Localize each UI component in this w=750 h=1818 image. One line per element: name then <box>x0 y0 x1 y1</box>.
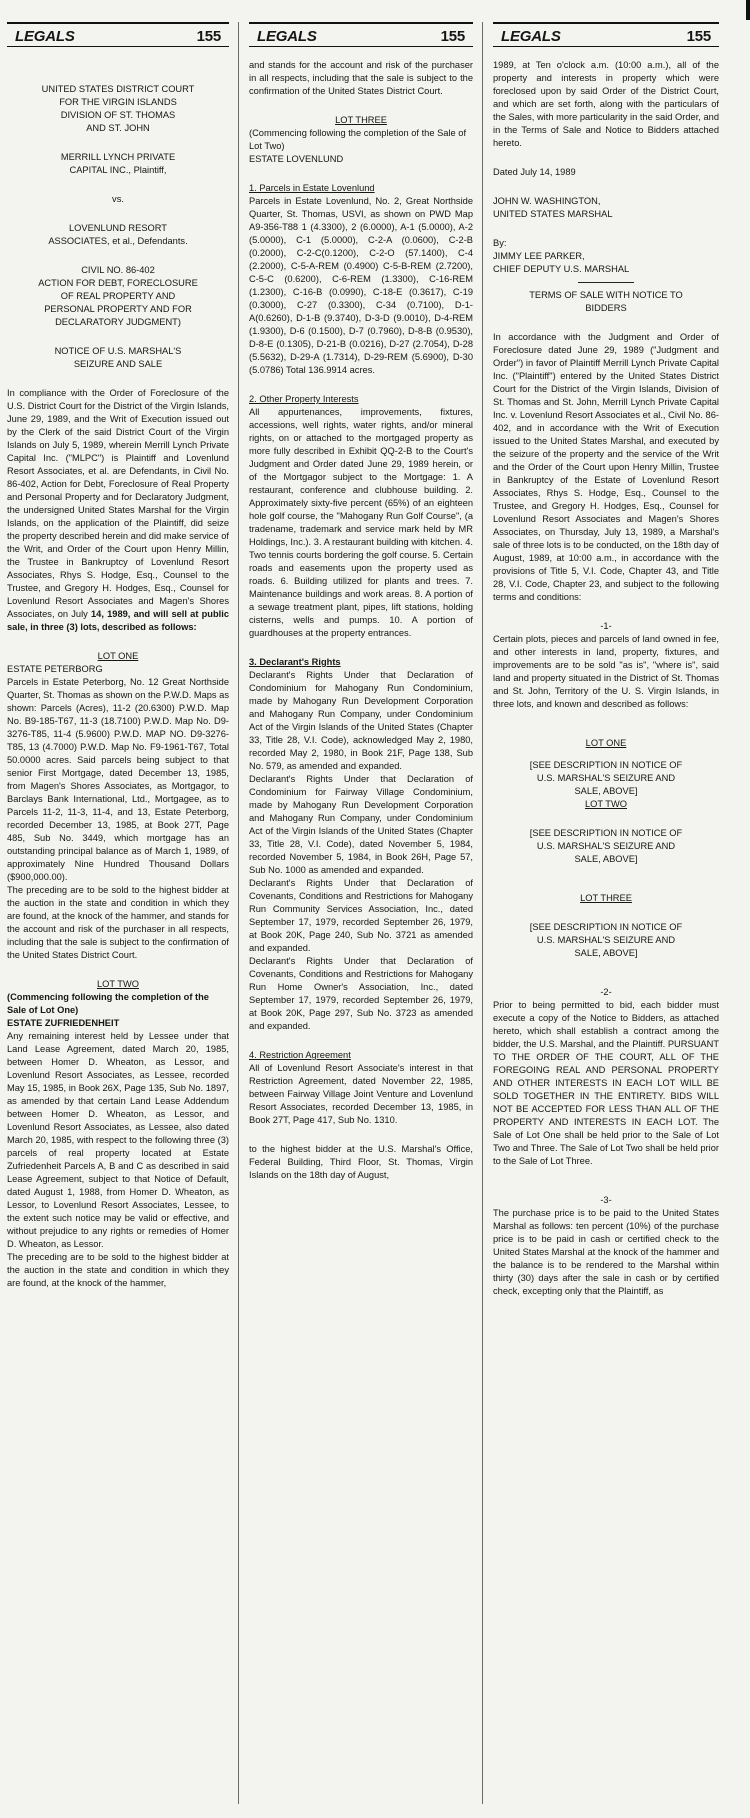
plaintiff: MERRILL LYNCH PRIVATE CAPITAL INC., Plaintiff, <box>60 152 176 175</box>
column-header <box>7 22 229 47</box>
declarant-rights-3: Declarant's Rights Under that Declaration of Covenants, Conditions and Restrictions for Mahogany Run Community Services Association, Inc., dated September 17, 1979, recorded September 26, 1979, at Book 20K, Page 240, Sub No. 3721 as amended and expanded. <box>249 878 473 953</box>
column-header <box>249 22 473 47</box>
defendants: LOVENLUND RESORT ASSOCIATES, et al., Defendants. <box>48 223 188 246</box>
deputy-signature: JIMMY LEE PARKER, CHIEF DEPUTY U.S. MARSHAL <box>493 251 630 274</box>
declarant-rights-4: Declarant's Rights Under that Declaration of Covenants, Conditions and Restrictions for Mahogany Run Home Owner's Association, Inc., dated September 17, 1979, recorded September 26, 1979, at Book 20K, Page 297, Sub No. 3723 as amended and expanded. <box>249 956 473 1031</box>
column-divider <box>482 22 483 1804</box>
section-title: LEGALS <box>501 28 561 45</box>
parcels-description: Parcels in Estate Lovenlund, No. 2, Great Northside Quarter, St. Thomas, USVI, as shown on PWD Map A9-356-T88 1 (4.3300), 2 (6.0000), A-1 (5.0000), A-2 (5.0000), C-1 (5.0000), C-2-A (0.0600), C-2-B (0.2000), C-2-C(0.1200), C-2-O (57.1400), C-4 (2.2000), C-5-A-REM (0.4900) C-5-B-REM (2.7200), C-5-C (0.6200), C-6-REM (1.3300), C-16-REM (1.2300), C-16-B (0.0990), C-18-E (0.3617), C-19 (0.3000), C-27 (0.3300), C-34 (0.7100), D-1-A(0.6260), D-1-B (9.3740), D-3-D (9.0010), D-4-REM (1.9300), D-6 (0.1500), D-7 (0.7960), D-8-B (0.9530), D-8-E (0.1305), D-21-B (0.0216), D-27 (2.7054), D-28 (5.5632), D-29-A (1.7314), D-29-REM (5.6900), D-30 (5.0786) Total 136.9914 acres. <box>249 196 473 375</box>
section-2-marker: -2- <box>600 987 612 997</box>
restriction-agreement-description: All of Lovenlund Resort Associate's interest in that Restriction Agreement, dated November 22, 1985, between Fairway Village Joint Venture and Lovenlund Resort Associates, recorded December 13, 1985, in Book 27T, Page 417, Sub No. 1310. <box>249 1063 473 1125</box>
terms-lot-three-heading: LOT THREE <box>580 893 632 903</box>
lot-two-heading: LOT TWO <box>96 979 139 989</box>
column-1 <box>7 22 229 1804</box>
by-label: By: <box>493 238 507 248</box>
notice-title: NOTICE OF U.S. MARSHAL'S SEIZURE AND SALE <box>54 346 182 369</box>
restriction-agreement-heading: 4. Restriction Agreement <box>249 1050 351 1060</box>
declarant-rights-heading: 3. Declarant's Rights <box>249 657 341 667</box>
lot-three-heading: LOT THREE <box>335 115 387 125</box>
column-2 <box>249 22 473 1804</box>
us-marshal-signature: JOHN W. WASHINGTON, UNITED STATES MARSHAL <box>493 196 613 219</box>
lot-one-sale-terms: The preceding are to be sold to the highest bidder at the auction in the state and condition in which they are found, at the knock of the hammer, and stands for the account and risk of the purchaser in all respects, including that the sale is subject to the confirmation of the United States District Court. <box>7 885 229 960</box>
section-title: LEGALS <box>15 28 75 45</box>
other-interests-description: All appurtenances, improvements, fixtures, accessions, well rights, water rights, and/or mineral rights, on or attached to the mortgaged property as more fully described in Exhibit QQ-2-B to the Court's Judgment and Order dated June 29, 1989 herein, or of the Mortgagor subject to the Mortgage: 1. A restaurant, conference and clubhouse building. 2. Approximately sixty-five percent (65%) of an eighteen hole golf course, the "Mahogany Run Golf Course", (a tradename, trademark and service mark held by MR Holdings, Inc.). 3. A restaurant building with kitchen. 4. Two tennis courts bordering the golf course. 5. Certain roads and easements upon the property used as roads. 6. Building utilized for plants and trees. 7. Maintenance buildings and work areas. 8. A portion of a sewage treatment plant, pipes, lift stations, holding cisterns, wells and pumps. 10. A portion of guardhouses at the property entrances. <box>249 407 473 638</box>
page-number: 155 <box>196 28 221 45</box>
page-number: 155 <box>686 28 711 45</box>
notice-intro: In compliance with the Order of Foreclosure of the U.S. District Court for the District of the Virgin Islands, June 29, 1989, and the Writ of Execution issued out by the Clerk of the said District Court of the Virgin Islands on July 5, 1989, wherein Merrill Lynch Private Capital Inc. ("MLPC") is Plaintiff and Lovenlund Resort Associates, et al. are Defendants, in Civil No. 86-402, Action for Debt, Foreclosure of Real Property and Personal Property and for Declaratory Judgment, the undersigned United States Marshal for the Virgin Islands, on the application of the Plaintiff, did seize the property described herein and did make service of the Writ, and Order of the Court upon Henry Millin, the Trustee in Bankruptcy of Lovenlund Resort Associates, Rhys S. Hodge, Esq., Counsel to the Trustee, and Gregory H. Hodges, Esq., Counsel for Lovenlund Resort Associates and Magen's Shores Associates, on July 14, 1989, and will sell at public sale, in three (3) lots, described as follows: <box>7 388 229 632</box>
lot-two-commencing: (Commencing following the completion of the Sale of Lot One) <box>7 992 209 1015</box>
section-title: LEGALS <box>257 28 317 45</box>
lot-one-description: Parcels in Estate Peterborg, No. 12 Great Northside Quarter, St. Thomas as shown on the P.W.D. Maps as shown: Parcels (Acres), 11-2 (20.6300) P.W.D. Map No. B9-185-T67, 11-3 (18.7100) P.W.D. Map No. D9-3276-T85, 11-4 (5.9600) P.W.D. MAP NO. D9-3276-T85, 13 (4.7000) P.W.D. Map No. F9-1961-T67, Total 50.0000 acres. Said parcels being subject to that senior First Mortgage, dated December 13, 1985, from Magen's Shores Associates, as Mortgagor, to Barclays Bank International, Ltd., Mortgagee, as to Parcels 11-2, 11-3, 11-4, and 13, Estate Peterborg, recorded December 13, 1985, at Book 27T, Page 485, Sub No. 3449, which mortgage has an outstanding principal balance as of March 1, 1989, of approximately Nine Hundred Thousand Dollars ($900,000.00). <box>7 677 229 882</box>
terms-of-sale-title: TERMS OF SALE WITH NOTICE TO BIDDERS <box>529 290 683 313</box>
dated-line: Dated July 14, 1989 <box>493 167 576 177</box>
column-header <box>493 22 719 47</box>
page-edge-mark <box>746 0 750 20</box>
column-3 <box>493 22 719 1804</box>
declarant-rights-1: Declarant's Rights Under that Declaration of Condominium for Mahogany Run Condominium, made by Mahogany Run Development Corporation and Mahogany Run Company, under Condominium Act of the Virgin Islands of the United States (Chapter 33, Title 28, V.I. Code), acknowledged May 2, 1980, recorded May 2, 1980, in Book 21F, Page 138, Sub No. 579, as amended and expanded. <box>249 670 473 771</box>
terms-lot-two-description: [SEE DESCRIPTION IN NOTICE OF U.S. MARSHAL'S SEIZURE AND SALE, ABOVE] <box>529 828 683 864</box>
page-number: 155 <box>440 28 465 45</box>
parcels-heading: 1. Parcels in Estate Lovenlund <box>249 183 375 193</box>
section-1-text: Certain plots, pieces and parcels of land owned in fee, and other interests in land, property, fixtures, and improvements are to be sold "as is", "where is", said land and property situated in the District of St. Thomas and St. John, Territory of the U. S. Virgin Islands, in three lots, and known and described as follows: <box>493 634 719 709</box>
section-3-marker: -3- <box>600 1195 612 1205</box>
terms-lot-one-heading: LOT ONE <box>585 738 627 748</box>
separator-rule <box>578 282 634 283</box>
declarant-rights-2: Declarant's Rights Under that Declaration of Condominium for Fairway Village Condominium, made by Mahogany Run Development Corporation and Mahogany Run Company, under Condominium Act of the Virgin Islands of the United States (Chapter 33, Title 28, V.I. Code), dated November 5, 1984, recorded November 5, 1984, in Book 26H, Page 57, Sub No. 1000 as amended and expanded. <box>249 774 473 875</box>
terms-lot-two-heading: LOT TWO <box>584 799 627 809</box>
other-interests-heading: 2. Other Property Interests <box>249 394 359 404</box>
section-2-text: Prior to being permitted to bid, each bidder must execute a copy of the Notice to Bidders, as attached hereto, which shall establish a contract among the bidder, the U.S. Marshal, and the Plaintiff. PURSUANT TO THE ORDER OF THE COURT, ALL OF THE FOREGOING REAL AND PERSONAL PROPERTY AND OTHER INTERESTS IN EACH LOT WILL BE SOLD TOGETHER IN THE ENTIRETY. BIDS WILL NOT BE ACCEPTED FOR LESS THAN ALL OF THE PROPERTY AND INTERESTS IN EACH LOT. The Sale of Lot One shall be held prior to the Sale of Lot Two and Three. The Sale of Lot Two shall be held prior to the Sale of Lot Three. <box>493 1000 719 1166</box>
sale-location-continuation: 1989, at Ten o'clock a.m. (10:00 a.m.), all of the property and interests in property which were foreclosed upon by said Order of the District Court, and which are set forth, along with the particulars of the Sales, with more particularity in the said Order, and in the Terms of Sale and Notice to Bidders attached hereto. <box>493 60 719 148</box>
section-1-marker: -1- <box>600 621 612 631</box>
versus: vs. <box>112 194 124 204</box>
estate-peterborg-heading: ESTATE PETERBORG <box>7 664 103 674</box>
estate-zufriedenheit-heading: ESTATE ZUFRIEDENHEIT <box>7 1018 120 1028</box>
sale-location: to the highest bidder at the U.S. Marshal's Office, Federal Building, Third Floor, St. Thomas, Virgin Islands on the 18th day of August, <box>249 1144 473 1180</box>
column-divider <box>238 22 239 1804</box>
lot-two-description: Any remaining interest held by Lessee under that Land Lease Agreement, dated March 20, 1985, between Homer D. Wheaton, as Lessor, and Lovenlund Resort Associates, as Lessee, recorded May 15, 1985, in Book 26X, Page 135, Sub No. 1897, as amended by that certain Land Lease Addendum between Homer D. Wheaton, as Lessor, and Lovenlund Resort Associates, as Lessee, also dated March 20, 1985, with respect to the following three (3) parcels of real property located at Estate Zufriedenheit Parcels A, B and C as described in said Lease Agreement, subject to that Notice of Default, dated August 1, 1988, from Homer D. Wheaton, as Lessor, to Lovenlund Resort Associates, Lessee, to the extent such notice may be valid or effective, and without prejudice to any rights or remedies of Homer D. Wheaton, as Lessor. <box>7 1031 229 1249</box>
court-name: UNITED STATES DISTRICT COURT FOR THE VIRGIN ISLANDS DIVISION OF ST. THOMAS AND ST. JOHN <box>41 84 195 133</box>
lot-three-commencing: (Commencing following the completion of the Sale of Lot Two) <box>249 128 467 151</box>
civil-action: CIVIL NO. 86-402 ACTION FOR DEBT, FORECLOSURE OF REAL PROPERTY AND PERSONAL PROPERTY AND FOR DECLARATORY JUDGMENT) <box>38 265 198 327</box>
section-3-text: The purchase price is to be paid to the United States Marshal as follows: ten percent (10%) of the purchase price is to be paid in cash or certified check to the United States Marshal at the knock of the hammer and the balance is to be rendered to the Marshal within thirty (30) days after the sale in cash or by certified check, excepting only that the Plaintiff, as <box>493 1208 719 1296</box>
lot-one-heading: LOT ONE <box>97 651 139 661</box>
terms-intro: In accordance with the Judgment and Order of Foreclosure dated June 29, 1989 ("Judgment and Order") in favor of Plaintiff Merrill Lynch Private Capital Inc. ("Plaintiff") entered by the United States District Court for the District of the Virgin Islands, Division of St. Thomas and St. John, Merrill Lynch Private Capital Inc. v. Lovenlund Resort Associates et al., Civil No. 86-402, and in accordance with the Writ of Execution issued to the United States Marshal, and executed by the seizure of the property and the service of the Writ and the Order of the Court upon Henry Millin, Trustee in Bankruptcy of the Estate of Lovenlund Resort Associates, Rhys S. Hodge, Esq., Counsel to the Trustee, and Gregory H. Hodges, Esq., Counsel for Lovenlund Resort Associates and Magen's Shores Associates, on Thursday, July 13, 1989, a Marshal's sale of three lots is to be conducted, on the 18th day of August, 1989, at 10:00 a.m., in accordance with the provisions of Title 5, V.I. Code, Chapter 43, and Title 28, V.I. Code, Chapter 23, and subject to the following terms and conditions: <box>493 332 719 602</box>
estate-lovenlund-heading: ESTATE LOVENLUND <box>249 154 344 164</box>
lot-two-sale-terms: The preceding are to be sold to the highest bidder at the auction in the state and condition in which they are found, at the knock of the hammer, <box>7 1252 229 1288</box>
terms-lot-three-description: [SEE DESCRIPTION IN NOTICE OF U.S. MARSHAL'S SEIZURE AND SALE, ABOVE] <box>529 922 683 958</box>
lot-two-continuation: and stands for the account and risk of the purchaser in all respects, including that the sale is subject to the confirmation of the United States District Court. <box>249 60 473 96</box>
terms-lot-one-description: [SEE DESCRIPTION IN NOTICE OF U.S. MARSHAL'S SEIZURE AND SALE, ABOVE] <box>529 760 683 796</box>
